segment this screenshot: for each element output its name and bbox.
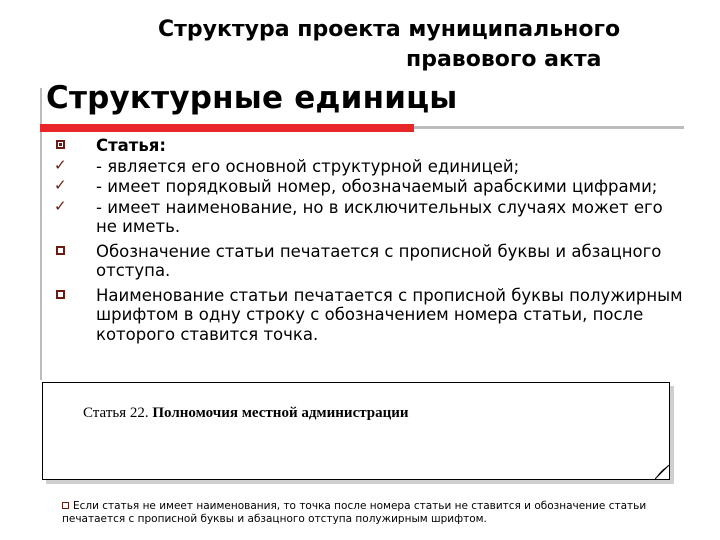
checkmark-icon: ✓ <box>54 155 67 174</box>
square-bullet-icon <box>56 140 65 149</box>
example-box <box>42 382 670 480</box>
title-line-2: правового акта <box>406 47 602 72</box>
title-line-1: Структура проекта муниципального <box>158 17 621 42</box>
bullet-item-designation <box>96 242 686 281</box>
square-bullet-icon <box>56 246 65 255</box>
bullet-item-number <box>54 176 686 197</box>
checkmark-icon: ✓ <box>54 196 67 215</box>
slide-heading: Структурные единицы <box>46 80 458 116</box>
bullet-item-main-unit <box>54 155 686 177</box>
heading-underline-rule <box>414 126 684 129</box>
bullet-text: Наименование статьи печатается с прописной буквы полужирным шрифтом в одну строку с обозначением номера статьи, после которого ставится точка. <box>96 285 683 344</box>
bullet-text: Статья: <box>96 136 166 155</box>
bullet-list <box>54 136 686 349</box>
page-curl-icon <box>655 465 669 479</box>
heading-underline-accent <box>40 124 414 132</box>
bullet-text: Обозначение статьи печатается с прописной буквы и абзацного отступа. <box>96 241 662 280</box>
footnote-text: Если статья не имеет наименования, то точка после номера статьи не ставится и обозначение статьи печатается с прописной буквы и абзацного отступа полужирным шрифтом. <box>62 500 647 525</box>
checkmark-icon: ✓ <box>54 176 67 194</box>
bullet-item-name <box>54 196 686 237</box>
example-text <box>83 405 409 422</box>
example-article-name: Полномочия местной администрации <box>152 405 409 421</box>
bullet-item-article <box>96 136 686 156</box>
bullet-text: - имеет порядковый номер, обозначаемый арабскими цифрами; <box>96 177 658 196</box>
square-bullet-icon <box>62 502 69 509</box>
bullet-text: - имеет наименование, но в исключительных случаях может его не иметь. <box>96 197 663 236</box>
footnote <box>62 500 682 526</box>
bullet-text: - является его основной структурной единицей; <box>96 156 520 176</box>
example-prefix: Статья 22. <box>83 405 153 421</box>
bullet-item-title-format <box>96 286 686 345</box>
square-bullet-icon <box>56 290 65 299</box>
